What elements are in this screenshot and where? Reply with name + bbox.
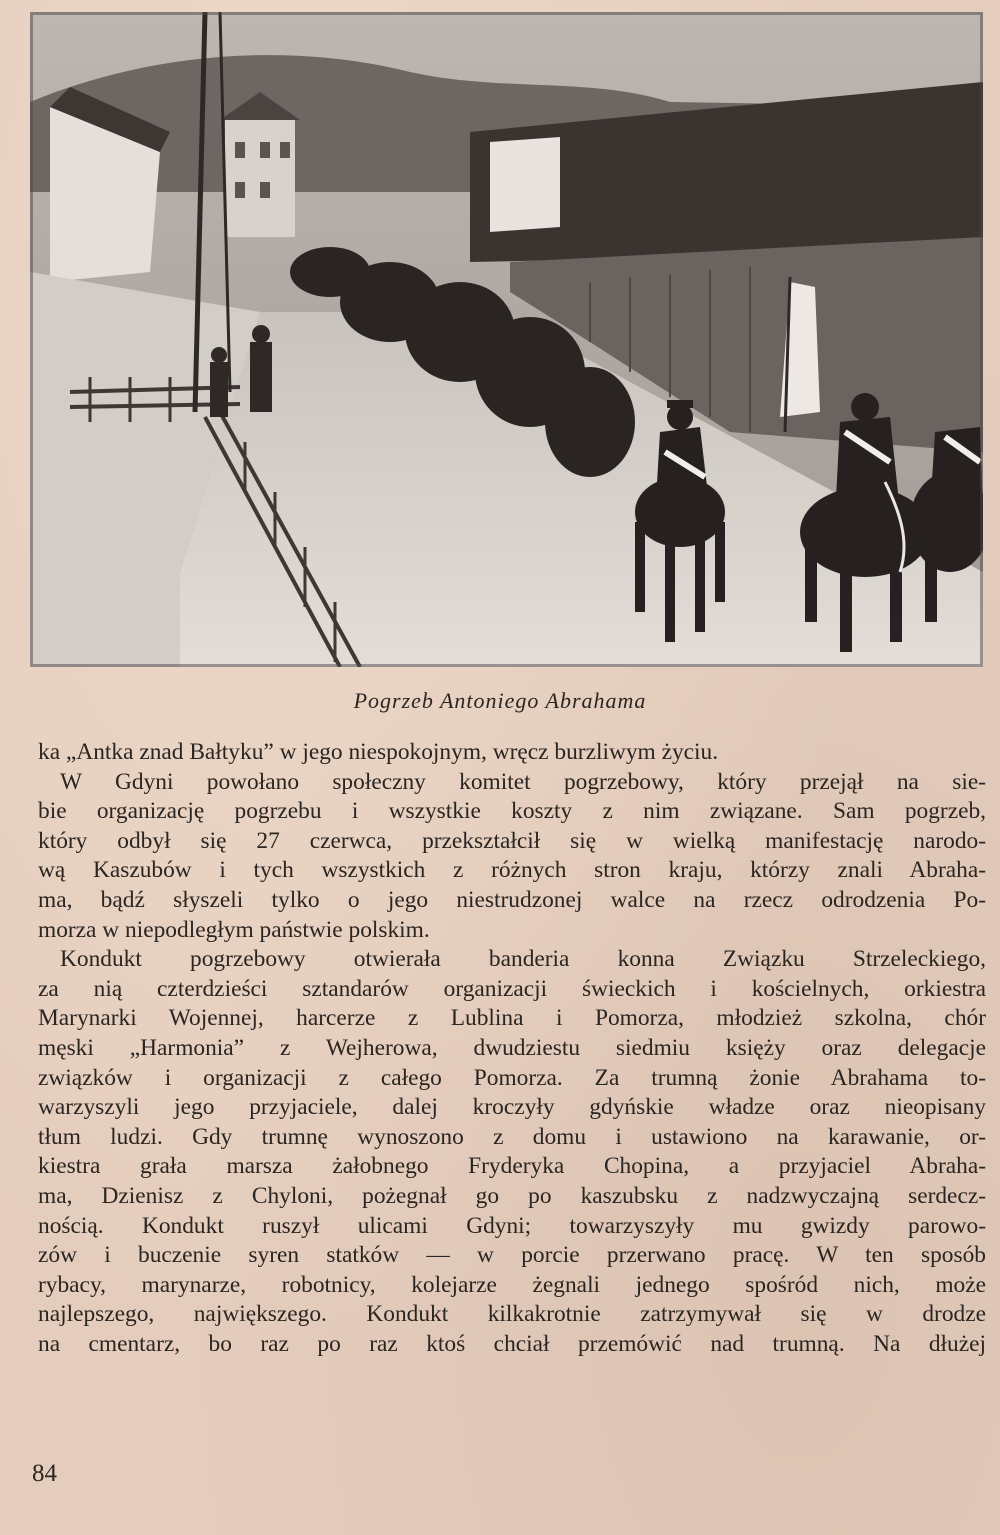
page-number: 84 — [32, 1460, 57, 1487]
text-line: który odbył się 27 czerwca, przekształcił się w wielką manifestację narodo- — [38, 827, 986, 854]
text-line: bie organizację pogrzebu i wszystkie koszty z nim związane. Sam pogrzeb, — [38, 798, 986, 825]
funeral-procession-photograph — [30, 12, 983, 667]
text-line: Marynarki Wojennej, harcerze z Lublina i Pomorza, młodzież szkolna, chór — [38, 1005, 986, 1032]
text-line: kiestra grała marsza żałobnego Fryderyka Chopina, a przyjaciel Abraha- — [38, 1153, 986, 1180]
photo-caption: Pogrzeb Antoniego Abrahama — [353, 688, 647, 713]
text-line: morza w niepodległym państwie polskim. — [38, 916, 430, 943]
text-line: W Gdyni powołano społeczny komitet pogrzebowy, który przejął na sie- — [60, 768, 986, 795]
text-line: warzyszyli jego przyjaciele, dalej kroczyły gdyńskie władze oraz nieopisany — [38, 1094, 986, 1121]
text-line: za nią czterdzieści sztandarów organizacji świeckich i kościelnych, orkiestra — [38, 975, 986, 1002]
text-line: związków i organizacji z całego Pomorza. Za trumną żonie Abrahama to- — [38, 1064, 986, 1091]
body-text — [38, 738, 986, 1359]
text-line: ka „Antka znad Bałtyku” w jego niespokojnym, wręcz burzliwym życiu. — [38, 739, 719, 765]
text-line: najlepszego, największego. Kondukt kilkakrotnie zatrzymywał się w drodze — [38, 1301, 986, 1328]
text-line: Kondukt pogrzebowy otwierała banderia konna Związku Strzeleckiego, — [60, 946, 986, 973]
text-line: ma, Dzienisz z Chyloni, pożegnał go po kaszubsku z nadzwyczajną serdecz- — [38, 1182, 986, 1209]
text-line: tłum ludzi. Gdy trumnę wynoszono z domu i ustawiono na karawanie, or- — [38, 1123, 986, 1150]
text-line: wą Kaszubów i tych wszystkich z różnych stron kraju, którzy znali Abraha- — [38, 857, 986, 884]
text-line: nością. Kondukt ruszył ulicami Gdyni; towarzyszyły mu gwizdy parowo- — [38, 1212, 986, 1239]
text-line: męski „Harmonia” z Wejherowa, dwudziestu siedmiu księży oraz delegacje — [38, 1034, 986, 1061]
text-line: ma, bądź słyszeli tylko o jego niestrudzonej walce na rzecz odrodzenia Po- — [38, 886, 986, 913]
text-line: na cmentarz, bo raz po raz ktoś chciał przemówić nad trumną. Na dłużej — [38, 1330, 986, 1357]
text-line: rybacy, marynarze, robotnicy, kolejarze żegnali jednego spośród nich, może — [38, 1271, 986, 1298]
text-line: zów i buczenie syren statków — w porcie przerwano pracę. W ten sposób — [38, 1242, 986, 1269]
